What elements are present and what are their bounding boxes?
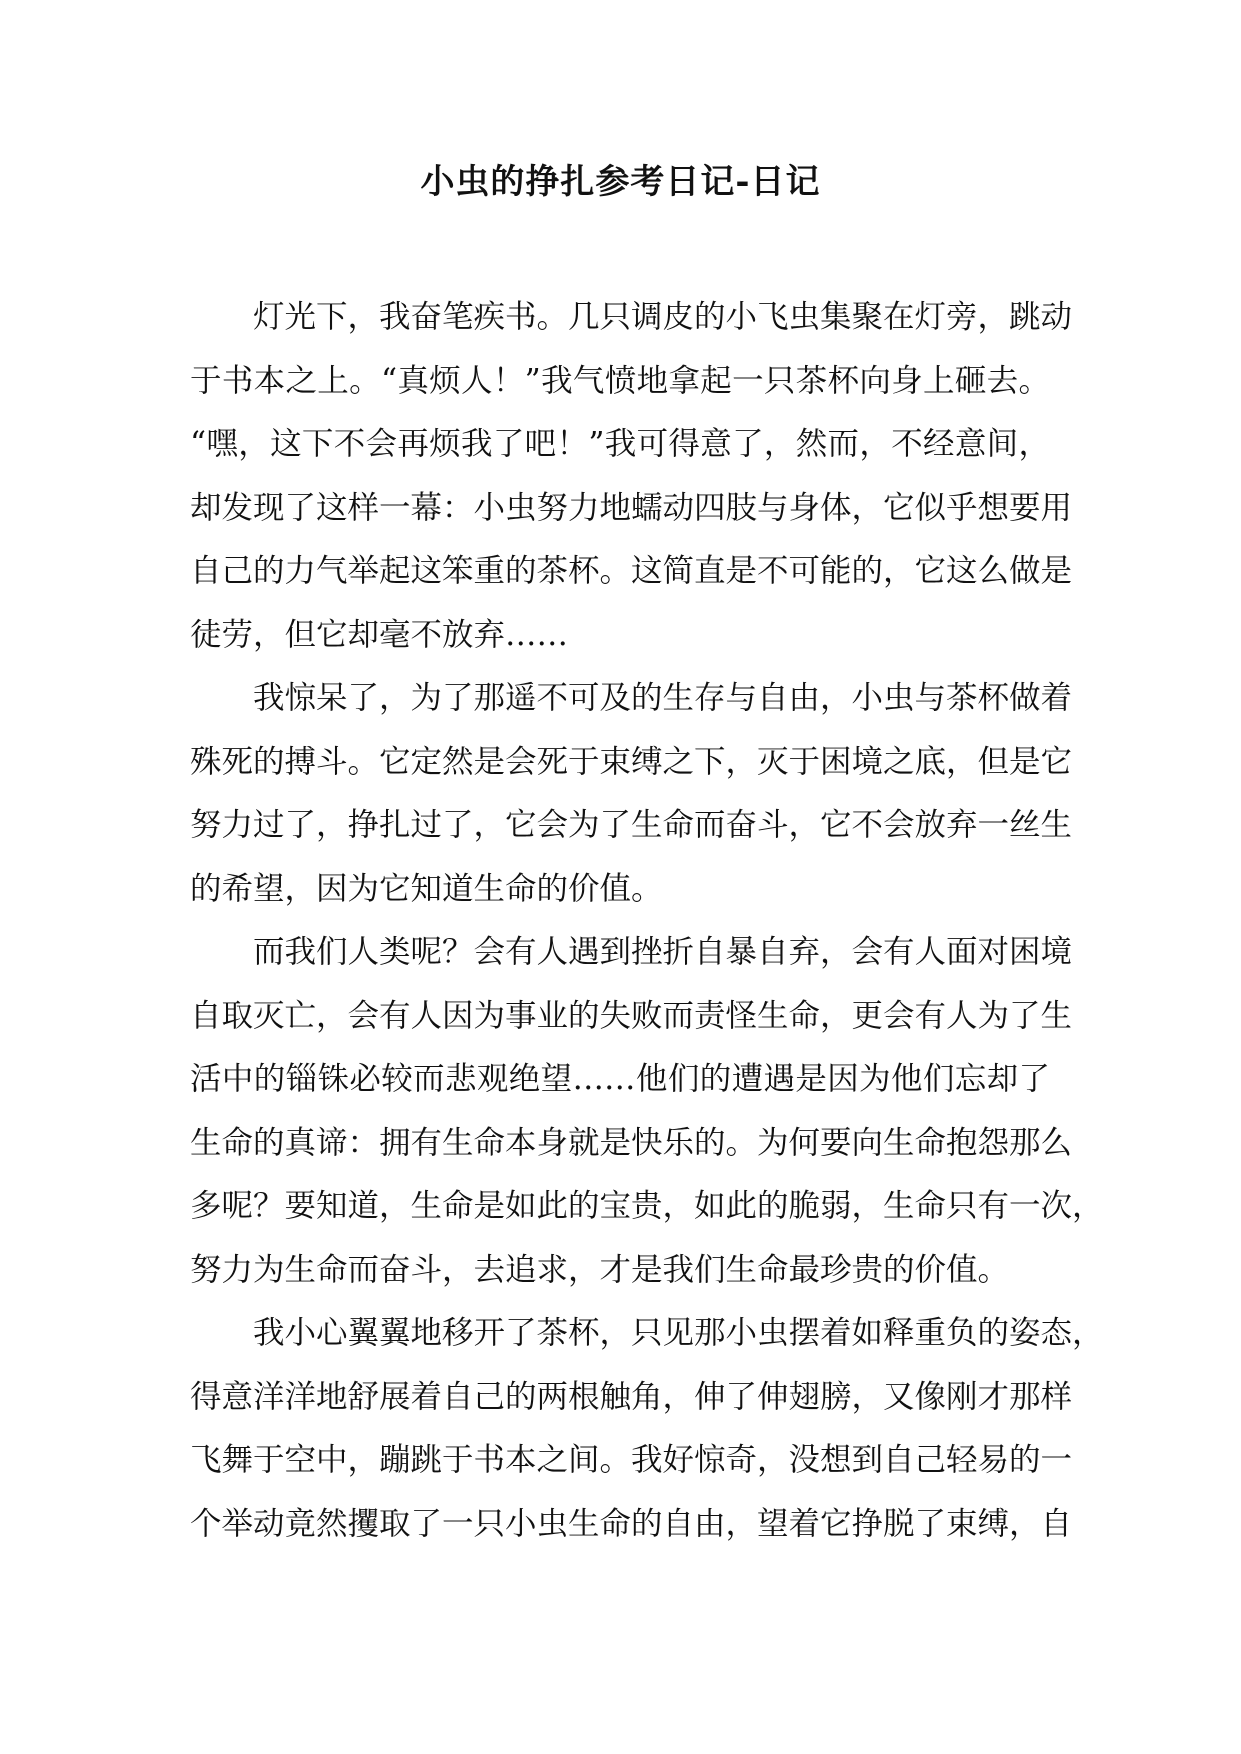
text-line: 得意洋洋地舒展着自己的两根触角，伸了伸翅膀，又像刚才那样 — [190, 1378, 1073, 1415]
paragraph-3 — [190, 921, 1104, 1302]
text-line: 个举动竟然攫取了一只小虫生命的自由，望着它挣脱了束缚，自 — [190, 1505, 1073, 1542]
text-line: 自己的力气举起这笨重的茶杯。这简直是不可能的，它这么做是 — [190, 553, 1073, 589]
text-line: 自取灭亡，会有人因为事业的失败而责怪生命，更会有人为了生 — [190, 997, 1073, 1034]
text-line: “嘿，这下不会再烦我了吧！”我可得意了，然而，不经意间， — [190, 426, 1050, 462]
document-body — [190, 286, 1104, 1556]
text-line: 努力过了，挣扎过了，它会为了生命而奋斗，它不会放弃一丝生 — [190, 807, 1073, 843]
text-line: 飞舞于空中，蹦跳于书本之间。我好惊奇，没想到自己轻易的一 — [190, 1442, 1073, 1478]
text-line: 的希望，因为它知道生命的价值。 — [190, 870, 663, 907]
paragraph-4 — [190, 1302, 1104, 1556]
text-line: 而我们人类呢？会有人遇到挫折自暴自弃，会有人面对困境 — [253, 934, 1073, 970]
document-title: 小虫的挣扎参考日记-日记 — [420, 162, 821, 202]
text-line: 努力为生命而奋斗，去追求，才是我们生命最珍贵的价值。 — [190, 1251, 1010, 1288]
text-line: 我小心翼翼地移开了茶杯，只见那小虫摆着如释重负的姿态， — [253, 1315, 1104, 1351]
text-line: 生命的真谛：拥有生命本身就是快乐的。为何要向生命抱怨那么 — [190, 1124, 1073, 1161]
text-line: 灯光下，我奋笔疾书。几只调皮的小飞虫集聚在灯旁，跳动 — [253, 299, 1073, 335]
text-line: 活中的锱铢必较而悲观绝望……他们的遭遇是因为他们忘却了 — [190, 1061, 1050, 1097]
text-line: 徒劳，但它却毫不放弃…… — [190, 616, 569, 653]
paragraph-2 — [190, 667, 1073, 921]
paragraph-1 — [190, 286, 1073, 667]
text-line: 我惊呆了，为了那遥不可及的生存与自由，小虫与茶杯做着 — [253, 680, 1073, 716]
text-line: 多呢？要知道，生命是如此的宝贵，如此的脆弱，生命只有一次， — [190, 1188, 1104, 1224]
text-line: 殊死的搏斗。它定然是会死于束缚之下，灭于困境之底，但是它 — [190, 743, 1073, 780]
text-line: 却发现了这样一幕：小虫努力地蠕动四肢与身体，它似乎想要用 — [190, 489, 1073, 526]
text-line: 于书本之上。“真烦人！”我气愤地拿起一只茶杯向身上砸去。 — [190, 362, 1050, 399]
